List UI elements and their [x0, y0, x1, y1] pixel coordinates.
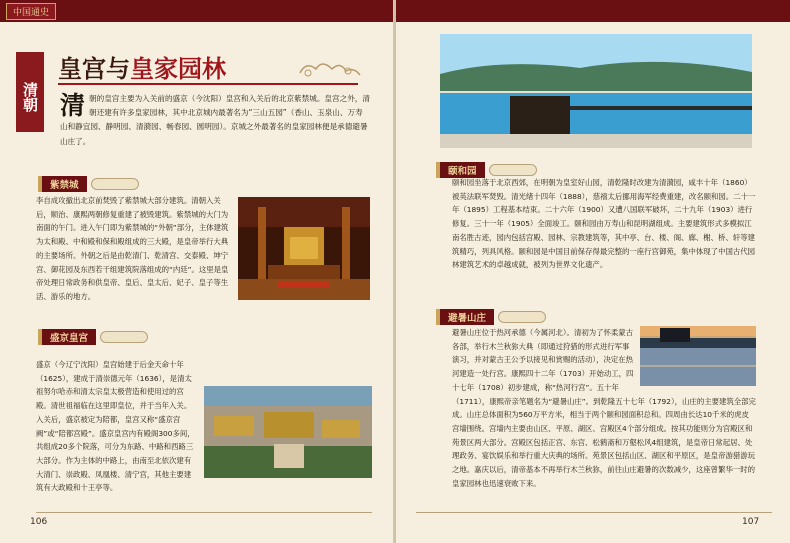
section-label: 紫禁城	[38, 176, 87, 192]
section-heading-shenyang-palace	[38, 326, 148, 342]
scroll-ornament-icon	[91, 178, 139, 190]
mountain-resort-paragraph: 避暑山庄位于热河承德（今属河北）。清初为了怀柔蒙古各部，举行木兰秋狝大典（即通过狩猎的形式进行军事演习，并对蒙古王公予以接见和赏赐的活动），决定在热河建造一处行宫。康熙四十二年（1703）开始动工，四十七年（1708）初步建成，称“热河行宫”。五十年（1711），康熙帝亲笔题名为“避暑山庄”。到乾隆五十七年（1792），山庄的主要建筑全部完成。山庄总体面积为560万平方米，相当于两个颐和园面积总和。四周由长达10千米的虎皮宫墙围绕。宫墙内主要由山区、平原、湖区、宫殿区4个部分组成。按其功能则分为宫殿区和苑景区两大部分。宫殿区包括正宫、东宫、松鹤斋和万壑松风4组建筑，是皇帝日常起居、处理政务、宴饮娱乐和举行重大庆典的场所。苑景区包括山区、湖区和平原区，是皇帝游猎游玩之地。嘉庆以后，清帝基本不再举行木兰秋狝，前往山庄避暑的次数减少，这座曾繁华一时的皇家园林也迅速衰败下来。	[452, 328, 756, 488]
scroll-ornament-icon	[489, 164, 537, 176]
shenyang-palace-aerial-photo	[204, 386, 372, 478]
intro-text: 朝的皇宫主要为入关前的盛京（今沈阳）皇宫和入关后的北京紫禁城。皇宫之外，清朝还建有许多皇家园林，其中北京城内最著名为“三山五园”（香山、玉泉山、万寿山和静宜园、静明园、清漪园、畅春园、圆明园）。京城之外最著名的皇家园林便是承德避暑山庄了。	[60, 94, 370, 146]
title-part-a: 皇宫与	[58, 55, 130, 83]
footer-rule	[36, 512, 372, 513]
shenyang-palace-text	[36, 358, 372, 494]
forbidden-city-text: 李自成攻撤出北京前焚毁了紫禁城大部分建筑。清朝入关后，顺治、康熙两朝修复重建了被毁建筑。紫禁城的大门为南面的午门。进入午门即为紫禁城的“外朝”部分，主体建筑为太和殿、中和殿和保和殿组成的三大殿，是皇帝举行大典的主要场所。外朝之后是由乾清门、乾清宫、交泰殿、坤宁宫、御花园及东西若干组建筑院落组成的“内廷”。这里是皇帝处理日常政务和供皇帝、皇后、皇太后、妃子、皇子等生活、游乐的地方。	[36, 196, 229, 301]
title-part-b: 皇家园林	[130, 55, 226, 83]
shenyang-palace-paragraph: 盛京（今辽宁沈阳）皇宫始建于后金天命十年（1625），建成于清崇德元年（1636），是清太祖努尔哈赤和清太宗皇太极营造和使用过的宫殿。清世祖福临在这里即皇位，并于当年入关。入关后，盛京被定为陪都，皇宫又称“盛京宫阙”或“陪都宫殿”。盛京皇宫内有殿阁300多间，共组成20多个院落，可分为东路、中路和西路三大部分。作为主体的中路上，由南至北依次建有大清门、崇政殿、凤凰楼、清宁宫，其他主要建筑有大政殿和十王亭等。	[36, 360, 195, 493]
dynasty-label: 清朝	[16, 52, 44, 132]
section-heading-summer-palace	[436, 159, 537, 175]
summer-palace-lake-photo	[440, 34, 752, 148]
page-number-left: 106	[30, 517, 48, 527]
section-heading-mountain-resort	[436, 306, 546, 322]
cloud-ornament-icon	[296, 57, 366, 81]
header-bar-right	[396, 0, 790, 22]
drop-cap: 清	[60, 91, 86, 120]
header-bar	[0, 0, 394, 22]
left-page	[0, 0, 394, 543]
right-page	[396, 0, 790, 543]
scroll-ornament-icon	[498, 311, 546, 323]
page-number-right: 107	[742, 517, 760, 527]
section-label: 避暑山庄	[436, 309, 494, 325]
forbidden-city-throne-photo	[238, 197, 370, 300]
mountain-resort-text	[452, 326, 756, 506]
intro-paragraph	[60, 92, 370, 149]
mountain-resort-sunset-photo	[640, 326, 756, 386]
header-tag: 中国通史	[6, 3, 56, 20]
section-label: 颐和园	[436, 162, 485, 178]
scroll-ornament-icon	[100, 331, 148, 343]
title-rule	[58, 83, 358, 85]
page-title	[58, 49, 226, 84]
section-label: 盛京皇宫	[38, 329, 96, 345]
section-heading-forbidden-city	[38, 173, 139, 189]
footer-rule	[416, 512, 772, 513]
summer-palace-text: 颐和园坐落于北京西郊，在明朝为皇室好山园，清乾隆时改建为清漪园，咸丰十年（1860）被英法联军焚毁。清光绪十四年（1888），慈禧太后挪用海军经费重建，改名颐和园。二十一年（1895）工程基本结束。二十六年（1900）又遭八国联军破坏，二十九年（1903）进行修复。三十一年（1905）全面竣工。颐和园由万寿山和昆明湖组成。主要建筑形式多模拟江南名胜古迹，园内包括宫殿、园林、宗教建筑等，其中亭、台、楼、阁、廊、榭、桥、轩等建筑精巧，列具风格。颐和园是中国目前保存得最完整的一座行宫御苑，集中体现了中国古代园林建筑艺术的卓越成就，被列为世界文化遗产。	[452, 178, 756, 270]
